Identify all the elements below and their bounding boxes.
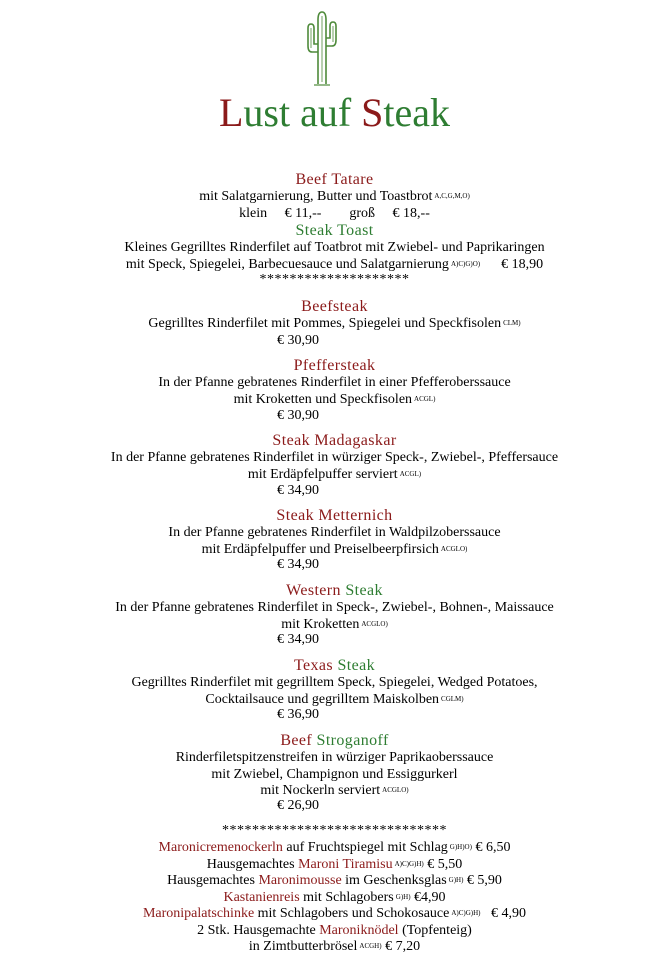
dessert-item: Maronicremenockerln auf Fruchtspiegel mit Schlag $^{G)H)O)}$ € 6,50: [158, 840, 511, 855]
item-description-3: mit Nockerln serviert $^{ACGLO)}$: [260, 783, 409, 798]
item-name: Beefsteak: [301, 298, 368, 315]
item-description-2: mit Erdäpfelpuffer serviert $^{ACGL)}$: [247, 466, 422, 482]
item-description: Kleines Gegrilltes Rinderfilet auf Toatbrot mit Zwiebel- und Paprikaringen: [124, 240, 545, 255]
item-description: mit Salatgarnierung, Butter und Toastbrot $^{A,C,G,M,O)}$: [199, 189, 470, 204]
dessert-item: Maronipalatschinke mit Schlagobers und Schokosauce $^{A)C)G)H)}$ € 4,90: [142, 906, 527, 921]
dessert-item: 2 Stk. Hausgemachte Maroniknödel (Topfenteig): [197, 922, 472, 938]
dessert-item: in Zimtbutterbrösel $^{ACGH)}$ € 7,20: [248, 939, 421, 954]
separator-stars: ********************: [259, 272, 410, 287]
steak-metternich-item: [0, 507, 669, 558]
beef-stroganoff-item: [0, 732, 669, 800]
pfeffersteak-price: € 30,90: [277, 408, 319, 423]
western-price: € 34,90: [277, 632, 319, 647]
item-description-2: mit Erdäpfelpuffer und Preiselbeerpfirsich $^{ACGLO)}$: [201, 541, 468, 557]
item-description-2: mit Kroketten $^{ACGLO)}$: [281, 616, 388, 632]
item-description-2: mit Zwiebel, Champignon und Essiggurkerl: [211, 766, 458, 782]
dessert-item: Hausgemachtes Maroni Tiramisu $^{A)C)G)H)}$ € 5,50: [206, 856, 463, 872]
item-description: Gegrilltes Rinderfilet mit Pommes, Spiegelei und Speckfisolen $^{CLM)}$: [148, 316, 521, 331]
dessert-item: Kastanienreis mit Schlagobers $^{G)H)}$ €4,90: [223, 889, 446, 905]
item-name: Western Steak: [286, 582, 383, 599]
item-name: Beef Stroganoff: [280, 732, 389, 749]
item-name: Texas Steak: [293, 657, 376, 674]
western-steak-item: [0, 582, 669, 633]
separator-stars-2: ******************************: [222, 823, 447, 838]
item-name: Steak Madagaskar: [272, 432, 397, 449]
item-description-2: mit Speck, Spiegelei, Barbecuesauce und Salatgarnierung $^{A)C)G)O)}$ € 18,90: [125, 256, 544, 272]
item-name: Beef Tatare: [295, 171, 374, 188]
item-description: In der Pfanne gebratenes Rinderfilet in Waldpilzoberssauce: [168, 525, 501, 540]
pfeffersteak-item: [0, 357, 669, 408]
beef-tatare-item: [0, 171, 669, 222]
item-name: Pfeffersteak: [293, 357, 376, 374]
item-description: Rinderfiletspitzenstreifen in würziger Paprikaoberssauce: [175, 750, 494, 765]
texas-price: € 36,90: [277, 707, 319, 722]
madagaskar-price: € 34,90: [277, 483, 319, 498]
item-price: € 18,90: [501, 256, 544, 272]
page-title: Lust auf Steak: [218, 90, 451, 135]
item-sizes: klein € 11,-- groß € 18,--: [239, 205, 430, 221]
stroganoff-price: € 26,90: [277, 798, 319, 813]
beefsteak-price: € 30,90: [277, 333, 319, 348]
beefsteak-item: [0, 298, 669, 333]
item-name: Steak Toast: [295, 222, 374, 239]
item-name: Steak Metternich: [276, 507, 393, 524]
dessert-item: Hausgemachtes Maronimousse im Geschenksglas $^{G)H)}$ € 5,90: [167, 873, 502, 888]
steak-madagaskar-item: [0, 432, 669, 483]
cactus-logo: [302, 8, 342, 88]
item-description: In der Pfanne gebratenes Rinderfilet in Speck-, Zwiebel-, Bohnen-, Maissauce: [115, 600, 554, 615]
dessert-list: [0, 840, 669, 956]
item-description: Gegrilltes Rinderfilet mit gegrilltem Speck, Spiegelei, Wedged Potatoes,: [131, 675, 538, 690]
item-description-2: Cocktailsauce und gegrilltem Maiskolben $^{CGLM)}$: [205, 691, 464, 707]
item-description: In der Pfanne gebratenes Rinderfilet in einer Pfefferoberssauce: [158, 375, 511, 390]
metternich-price: € 34,90: [277, 557, 319, 572]
item-description: In der Pfanne gebratenes Rinderfilet in würziger Speck-, Zwiebel-, Pfeffersauce: [110, 450, 559, 465]
steak-toast-item: [0, 222, 669, 287]
texas-steak-item: [0, 657, 669, 708]
item-description-2: mit Kroketten und Speckfisolen $^{ACGL)}$: [233, 391, 436, 407]
